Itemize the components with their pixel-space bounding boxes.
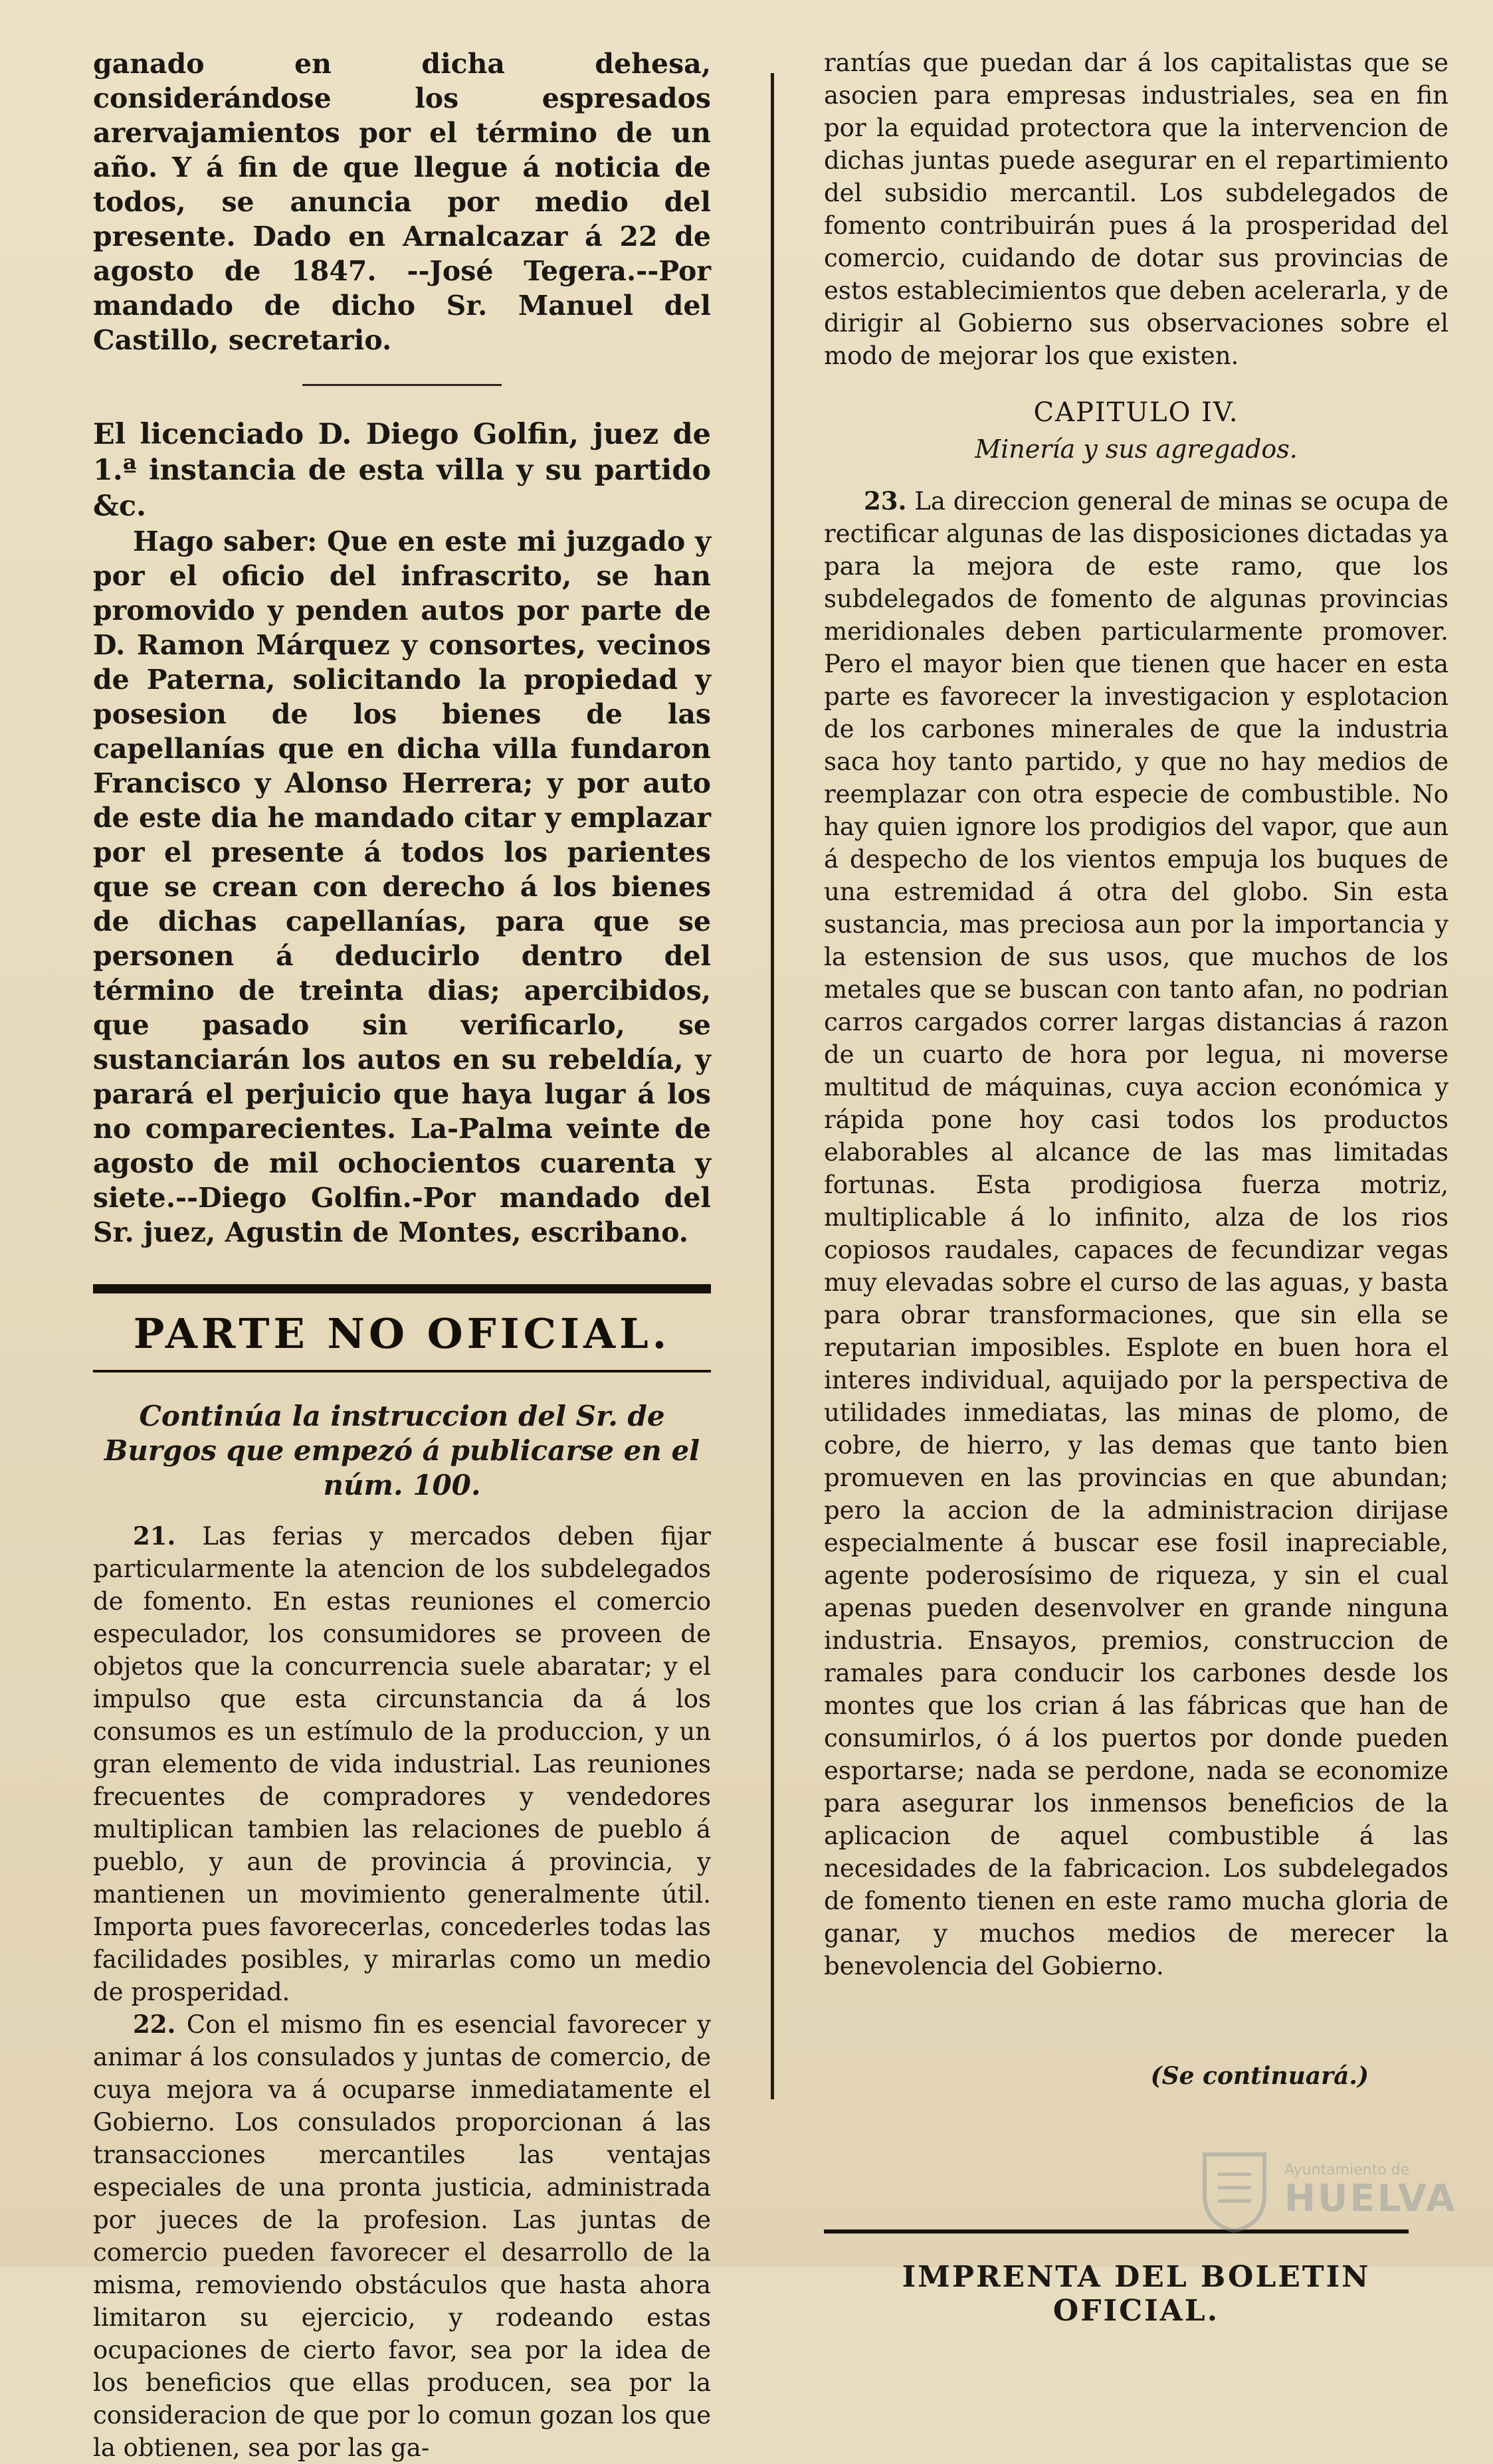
court-notice-body: Hago saber: Que en este mi juzgado y por el oficio del infrascrito, se han promovido y penden autos por parte de D. Ramon Márquez y consortes, vecinos de Paterna, solicitando la propiedad y posesion de los bienes de las capellanías que en dicha villa fundaron Francisco y Alonso Herrera; y por auto de este dia he mandado citar y emplazar por el presente á todos los parientes que se crean con derecho á los bienes de dichas capellanías, para que se personen á deducirlo dentro del término de treinta dias; apercibidos, que pasado sin verificarlo, se sustanciarán los autos en su rebeldía, y parará el perjuicio que haya lugar á los no comparecientes. La-Palma veinte de agosto de mil ochocientos cuarenta y siete.--Diego Golfin.-Por mandado del Sr. juez, Agustin de Montes, escribano. [93,525,711,1248]
paragraph-number: 22. [133,2010,176,2039]
paragraph-23 [824,485,1448,1982]
watermark-line-1: Ayuntamiento de [1284,2162,1410,2179]
printer-imprint: IMPRENTA DEL BOLETIN OFICIAL. [902,2260,1371,2328]
paragraph-number: 21. [133,1521,176,1551]
paragraph-text: Las ferias y mercados deben fijar particularmente la atencion de los subdelegados de fomento. En estas reuniones el comercio especulador, los consumidores se proveen de objetos que la concurrencia suele abaratar; y el impulso que esta circunstancia da á los consumos es un estímulo de la produccion, y un gran elemento de vida industrial. Las reuniones frecuentes de compradores y vendedores multiplican tambien las relaciones de pueblo á pueblo, y aun de provincia á provincia, y mantienen un movimiento generalmente útil. Importa pues favorecerlas, concederles todas las facilidades posibles, y mirarlas como un medio de prosperidad. [93,1522,711,2006]
coat-of-arms-icon [1198,2148,1271,2234]
right-column [824,47,1448,2328]
paragraph-text: La direccion general de minas se ocupa de rectificar algunas de las disposiciones dictadas ya para la mejora de este ramo, que los subdelegados de fomento de algunas provincias meridionales deben particularmente promover. Pero el mayor bien que tienen que hacer en esta parte es favorecer la investigacion y esplotacion de los carbones minerales de que la industria saca hoy tanto partido, y que no hay medios de reemplazar con otra especie de combustible. No hay quien ignore los prodigios del vapor, que aun á despecho de los vientos empuja los buques de una estremidad á otra del globo. Sin esta sustancia, mas preciosa aun por la importancia y la estension de sus usos, que muchos de los metales que se buscan con tanto afan, no podrian carros cargados correr largas distancias á razon de un cuarto de hora por legua, ni moverse multitud de máquinas, cuya accion económica y rápida pone hoy casi todos los productos elaborables al alcance de las mas limitadas fortunas. Esta prodigiosa fuerza motriz, multiplicable á lo infinito, alza de los rios copiosos raudales, capaces de fecundizar vegas muy elevadas sobre el curso de las aguas, y basta para obrar transformaciones, que sin ella se reputarian imposibles. Esplote en buen hora el interes individual, aquijado por la perspectiva de utilidades inmediatas, las minas de plomo, de cobre, de hierro, y las demas que tanto bien promueven en las provincias en que abundan; pero la accion de la administracion dirijase especialmente á buscar ese fosil inapreciable, agente poderosísimo de riqueza, y sin el cual apenas pueden desenvolver en grande ninguna industria. Ensayos, premios, construccion de ramales para conducir los carbones desde los montes que los crian á las fábricas que han de consumirlos, ó á los puertos por donde pueden esportarse; nada se perdone, nada se economize para asegurar los inmensos beneficios de la aplicacion de aquel combustible á las necesidades de la fabricacion. Los subdelegados de fomento tienen en este ramo mucha gloria de ganar, y muchos medios de merecer la benevolencia del Gobierno. [824,487,1448,1980]
column-divider [771,73,774,2099]
paragraph-text: Con el mismo fin es esencial favorecer y animar á los consulados y juntas de comercio, de cuya mejora va á ocuparse inmediatamente el Gobierno. Los consulados proporcionan á las transacciones mercantiles las ventajas especiales de una pronta justicia, administrada por jueces de la profesion. Las juntas de comercio pueden favorecer el desarrollo de la misma, removiendo obstáculos que hasta ahora limitaron su ejercicio, y rodeando estas ocupaciones de cierto favor, sea por la idea de los beneficios que ellas producen, sea por la consideracion de que por lo comun gozan los que la obtienen, sea por las ga- [93,2010,712,2462]
court-notice-heading: El licenciado D. Diego Golfin, juez de 1.ª instancia de esta villa y su partido &c. [93,418,711,523]
archive-watermark [1198,2141,1457,2241]
continued-paragraph: rantías que puedan dar á los capitalistas que se asocien para empresas industriales, sea en fin por la equidad protectora que la intervencion de dichas juntas puede asegurar en el repartimiento del subsidio mercantil. Los subdelegados de fomento contribuirán pues á la prosperidad del comercio, cuidando de dotar sus provincias de estos establecimientos que deben acelerarla, y de dirigir al Gobierno sus observaciones sobre el modo de mejorar los que existen. [824,48,1448,370]
to-be-continued: (Se continuará.) [1150,2062,1369,2090]
section-banner: PARTE NO OFICIAL. [133,1309,671,1358]
left-column [93,47,711,2464]
thick-rule [93,1284,711,1293]
chapter-title: CAPITULO IV. [1033,397,1239,428]
paragraph-number: 23. [864,486,907,516]
notice-paragraph-1: ganado en dicha dehesa, considerándose los espresados arervajamientos por el término de un año. Y á fin de que llegue á noticia de todos, se anuncia por medio del presente. Dado en Arnalcazar á 22 de agosto de 1847. --José Tegera.--Por mandado de dicho Sr. Manuel del Castillo, secretario. [93,48,711,356]
paragraph-21 [93,1520,711,2008]
thin-rule [93,1370,711,1373]
short-divider [302,384,502,386]
paragraph-22 [93,2008,711,2464]
section-title: Continúa la instruccion del Sr. de Burgos que empezó á publicarse en el núm. 100. [104,1400,700,1501]
chapter-subtitle: Minería y sus agregados. [975,434,1298,464]
watermark-line-2: HUELVA [1284,2177,1457,2221]
